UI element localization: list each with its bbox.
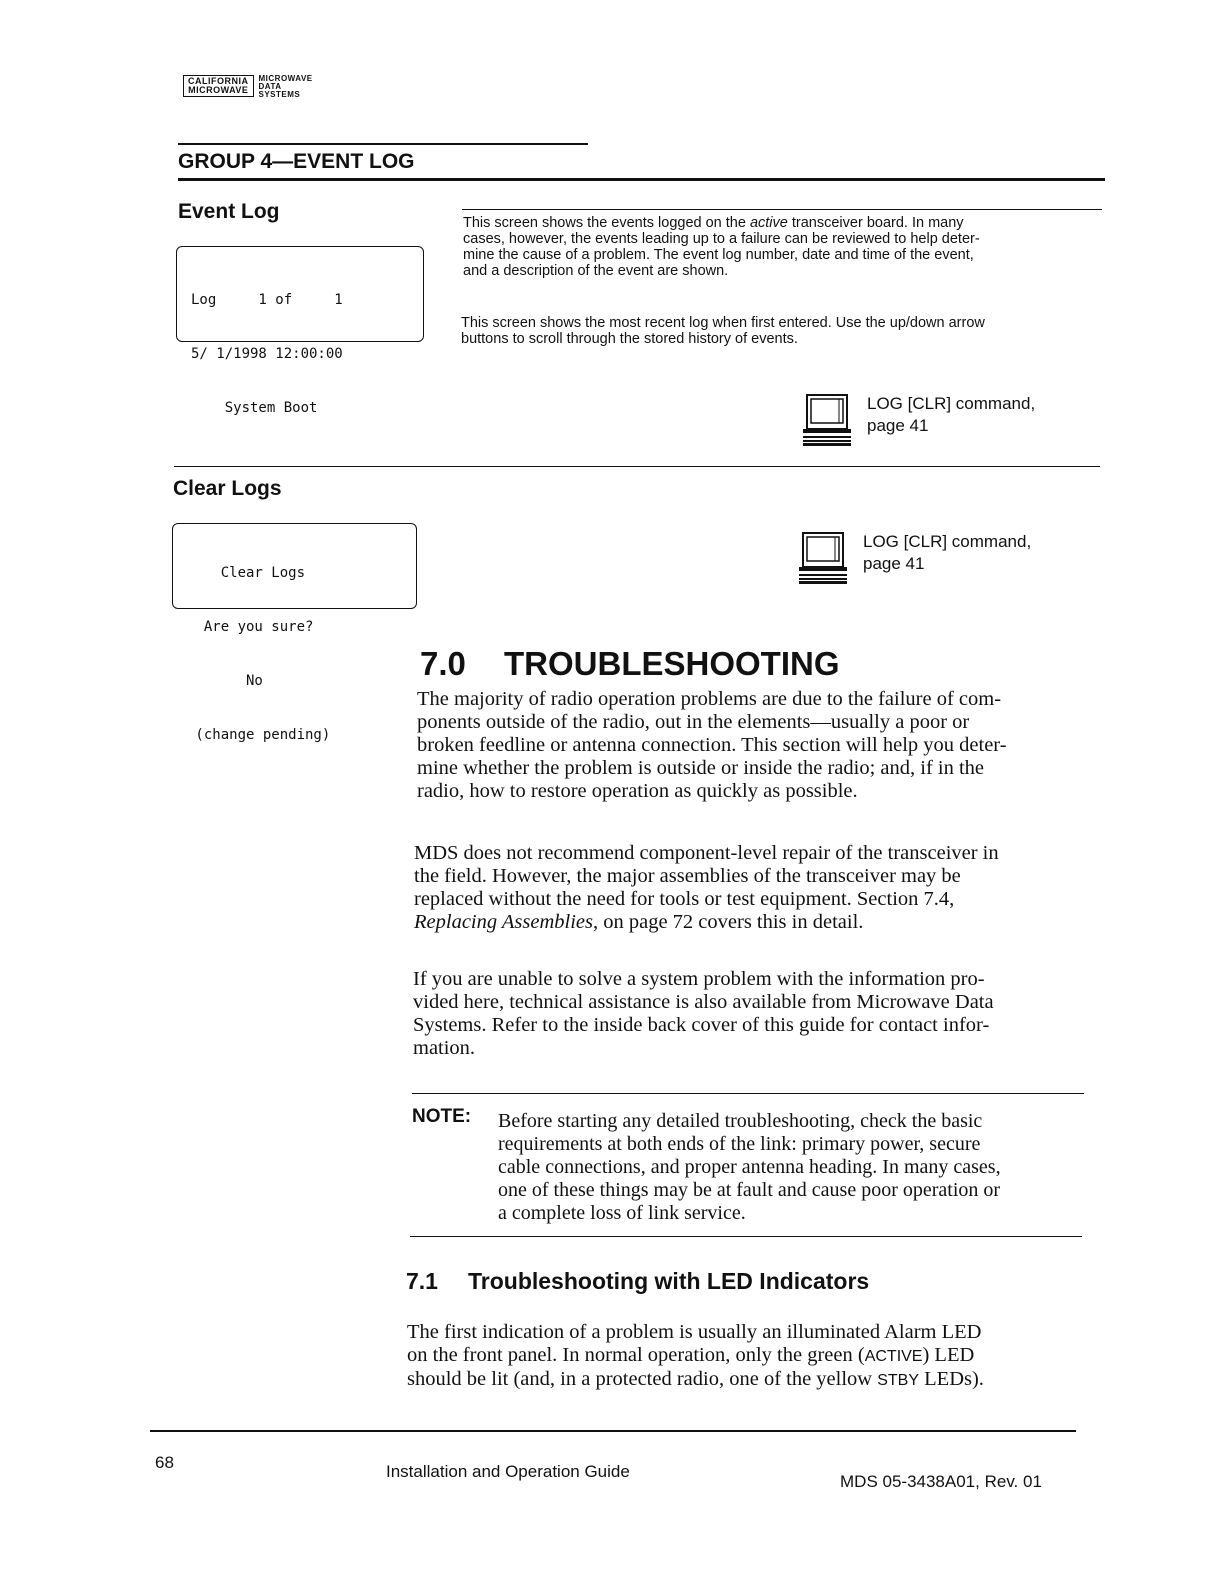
text-line: ponents outside of the radio, out in the elements—usually a poor or: [417, 711, 970, 733]
logo-box-line2: MICROWAVE: [188, 85, 249, 95]
text-line: mine whether the problem is outside or inside the radio; and, if in the: [417, 757, 985, 779]
clear-logs-divider: [174, 466, 1100, 467]
text-line: vided here, technical assistance is also available from Microwave Data: [413, 991, 994, 1013]
top-rule: [178, 143, 588, 145]
lcd-line: (change pending): [187, 727, 331, 743]
text-line: Before starting any detailed troubleshooting, check the basic: [498, 1110, 983, 1132]
company-logo: [183, 75, 313, 99]
text-line: The majority of radio operation problems are due to the failure of com-: [417, 688, 1002, 710]
lcd-line: 5/ 1/1998 12:00:00: [191, 346, 343, 362]
xref-line: LOG [CLR] command,: [867, 394, 1036, 413]
section-title: TROUBLESHOOTING: [504, 645, 840, 682]
lcd-line: Clear Logs: [187, 565, 306, 581]
text-line: a complete loss of link service.: [498, 1202, 746, 1224]
text-line: mation.: [413, 1037, 476, 1059]
text-line: replaced without the need for tools or test equipment. Section 7.4,: [414, 888, 955, 910]
text-line: requirements at both ends of the link: primary power, secure: [498, 1133, 981, 1155]
body-paragraph: [417, 688, 1097, 803]
text-line: Replacing Assemblies, on page 72 covers this in detail.: [414, 911, 864, 933]
section-number: 7.0: [420, 645, 466, 682]
group-rule: [178, 178, 1105, 181]
text-line: cases, however, the events leading up to a failure can be reviewed to help deter-: [463, 231, 980, 247]
text-line: cable connections, and proper antenna heading. In many cases,: [498, 1156, 1001, 1178]
guide-title: Installation and Operation Guide: [386, 1462, 630, 1481]
document-number: MDS 05-3438A01, Rev. 01: [840, 1472, 1042, 1491]
text-line: If you are unable to solve a system problem with the information pro-: [413, 968, 985, 990]
text-line: should be lit (and, in a protected radio, one of the yellow STBY LEDs).: [407, 1368, 984, 1390]
text-line: This screen shows the most recent log when first entered. Use the up/down arrow: [461, 315, 985, 331]
logo-text-line3: SYSTEMS: [258, 90, 301, 99]
section-heading-7-1: [406, 1268, 869, 1295]
group-title: GROUP 4—EVENT LOG: [178, 150, 415, 173]
xref-line: LOG [CLR] command,: [863, 532, 1032, 551]
body-paragraph: [407, 1321, 1097, 1392]
note-top-rule: [412, 1093, 1084, 1094]
section-title: Troubleshooting with LED Indicators: [468, 1268, 870, 1294]
text-line: This screen shows the events logged on the active transceiver board. In many: [463, 215, 964, 231]
lcd-line: System Boot: [191, 400, 318, 416]
note-text: [498, 1110, 1083, 1225]
logo-text-line1: MICROWAVE: [258, 74, 313, 83]
laptop-icon: [801, 393, 853, 447]
text-line: and a description of the event are shown.: [463, 263, 729, 279]
text-line: one of these things may be at fault and cause poor operation or: [498, 1179, 1001, 1201]
logo-text-line2: DATA: [258, 82, 282, 91]
text-line: buttons to scroll through the stored history of events.: [461, 331, 798, 347]
lcd-line: No: [187, 673, 263, 689]
section-number: 7.1: [406, 1268, 438, 1294]
xref-line: page 41: [867, 416, 929, 435]
text-line: broken feedline or antenna connection. This section will help you deter-: [417, 734, 1007, 756]
lcd-line: Log 1 of 1: [191, 292, 343, 308]
lcd-line: Are you sure?: [187, 619, 314, 635]
cross-reference-title: Replacing Assemblies: [414, 911, 593, 933]
laptop-icon: [797, 531, 849, 585]
section-heading-7-0: [420, 645, 840, 683]
text-line: The first indication of a problem is usually an illuminated Alarm LED: [407, 1321, 982, 1343]
body-paragraph: [414, 842, 1094, 934]
body-paragraph: [413, 968, 1093, 1060]
event-log-divider: [462, 209, 1102, 210]
logo-box: [183, 75, 254, 97]
event-log-lcd-screen: [176, 246, 424, 416]
text-line: on the front panel. In normal operation, only the green (ACTIVE) LED: [407, 1344, 975, 1366]
xref-text: [867, 393, 1035, 437]
note-bottom-rule: [410, 1236, 1082, 1237]
xref-text: [863, 531, 1031, 575]
note-label: NOTE:: [412, 1106, 472, 1127]
event-log-description: [463, 215, 1103, 279]
clear-logs-title: Clear Logs: [173, 477, 282, 500]
page-number: 68: [155, 1453, 174, 1472]
text-line: MDS does not recommend component-level repair of the transceiver in: [414, 842, 999, 864]
footer-rule: [150, 1430, 1076, 1432]
clear-logs-xref[interactable]: [797, 531, 1031, 585]
text-line: radio, how to restore operation as quickly as possible.: [417, 780, 858, 802]
logo-box-line1: CALIFORNIA: [188, 76, 249, 86]
event-log-usage: [461, 315, 1101, 347]
xref-line: page 41: [863, 554, 925, 573]
text-line: the field. However, the major assemblies of the transceiver may be: [414, 865, 961, 887]
text-line: mine the cause of a problem. The event log number, date and time of the event,: [463, 247, 974, 263]
clear-logs-lcd-screen: [172, 523, 417, 743]
text-line: Systems. Refer to the inside back cover of this guide for contact infor-: [413, 1014, 990, 1036]
logo-text: [259, 75, 313, 99]
event-log-xref[interactable]: [801, 393, 1035, 447]
event-log-title: Event Log: [178, 200, 280, 223]
